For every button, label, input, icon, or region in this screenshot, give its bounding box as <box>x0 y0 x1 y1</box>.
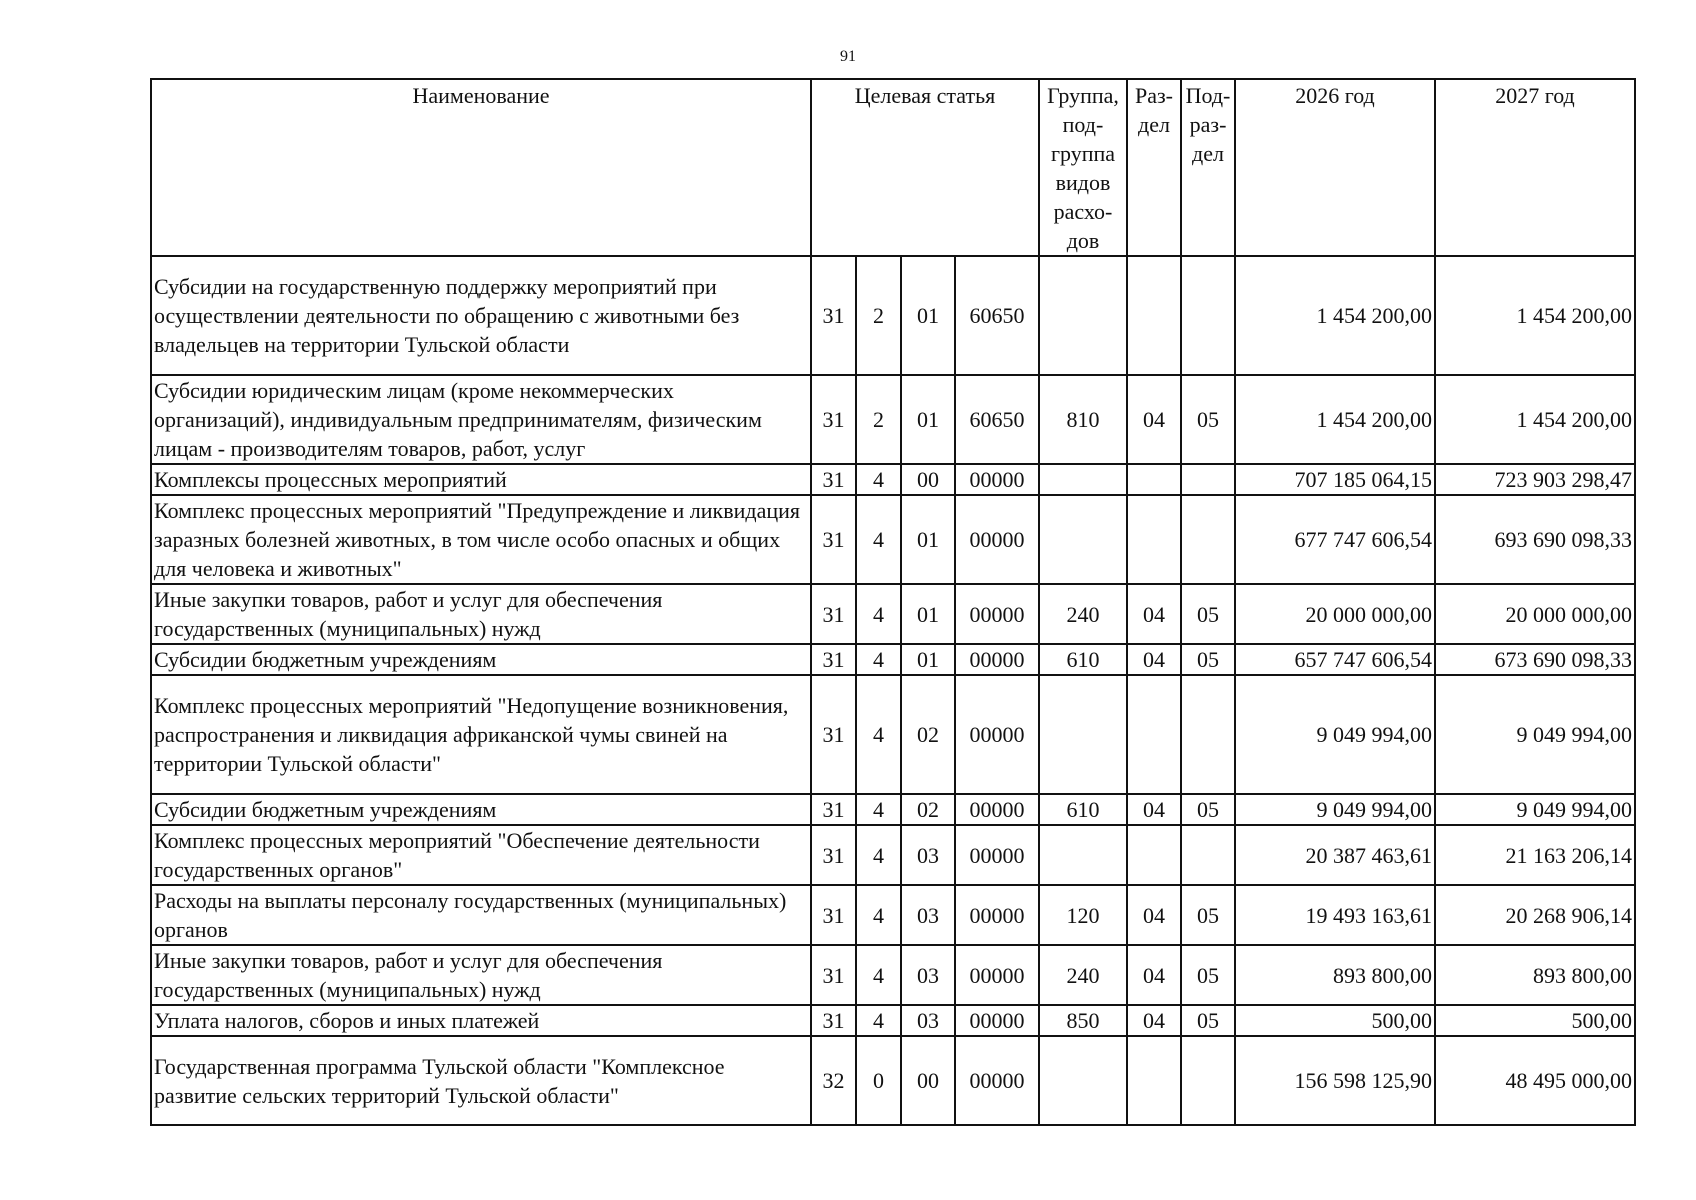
table-row <box>151 885 1635 945</box>
row-code-2: 2 <box>856 256 901 375</box>
row-amount-2026: 19 493 163,61 <box>1235 885 1435 945</box>
row-code-2: 4 <box>856 644 901 675</box>
row-amount-2026: 156 598 125,90 <box>1235 1036 1435 1125</box>
row-code-1: 31 <box>811 885 856 945</box>
row-amount-2026: 9 049 994,00 <box>1235 675 1435 794</box>
row-section: 04 <box>1127 885 1181 945</box>
header-subsection: Под-раз-дел <box>1181 79 1235 256</box>
row-amount-2026: 893 800,00 <box>1235 945 1435 1005</box>
row-code-4: 00000 <box>955 1005 1039 1036</box>
row-code-3: 00 <box>901 1036 955 1125</box>
row-name: Субсидии бюджетным учреждениям <box>151 794 811 825</box>
row-amount-2026: 677 747 606,54 <box>1235 495 1435 584</box>
row-subsection <box>1181 675 1235 794</box>
row-code-3: 01 <box>901 256 955 375</box>
row-code-4: 00000 <box>955 464 1039 495</box>
row-expense-group: 850 <box>1039 1005 1127 1036</box>
row-code-2: 2 <box>856 375 901 464</box>
row-name: Уплата налогов, сборов и иных платежей <box>151 1005 811 1036</box>
row-subsection: 05 <box>1181 584 1235 644</box>
row-code-4: 00000 <box>955 794 1039 825</box>
row-subsection <box>1181 495 1235 584</box>
row-expense-group: 120 <box>1039 885 1127 945</box>
budget-table <box>150 78 1636 1126</box>
row-code-4: 00000 <box>955 1036 1039 1125</box>
row-expense-group: 240 <box>1039 945 1127 1005</box>
row-amount-2027: 9 049 994,00 <box>1435 794 1635 825</box>
row-code-1: 31 <box>811 375 856 464</box>
row-code-2: 4 <box>856 464 901 495</box>
row-code-4: 00000 <box>955 675 1039 794</box>
row-expense-group <box>1039 825 1127 885</box>
row-amount-2026: 500,00 <box>1235 1005 1435 1036</box>
row-name: Иные закупки товаров, работ и услуг для обеспечения государственных (муниципальных) нужд <box>151 945 811 1005</box>
row-amount-2027: 673 690 098,33 <box>1435 644 1635 675</box>
row-expense-group <box>1039 675 1127 794</box>
table-row <box>151 1005 1635 1036</box>
row-code-2: 4 <box>856 495 901 584</box>
row-section: 04 <box>1127 584 1181 644</box>
row-code-2: 4 <box>856 945 901 1005</box>
row-code-3: 03 <box>901 885 955 945</box>
row-section: 04 <box>1127 375 1181 464</box>
row-amount-2027: 21 163 206,14 <box>1435 825 1635 885</box>
row-code-1: 31 <box>811 464 856 495</box>
row-code-1: 31 <box>811 256 856 375</box>
row-name: Комплексы процессных мероприятий <box>151 464 811 495</box>
row-code-3: 03 <box>901 825 955 885</box>
row-subsection: 05 <box>1181 794 1235 825</box>
row-amount-2026: 657 747 606,54 <box>1235 644 1435 675</box>
row-amount-2027: 1 454 200,00 <box>1435 375 1635 464</box>
row-amount-2026: 1 454 200,00 <box>1235 256 1435 375</box>
header-expense-group: Группа, под-группа видов расхо-дов <box>1039 79 1127 256</box>
row-code-1: 32 <box>811 1036 856 1125</box>
row-code-3: 03 <box>901 1005 955 1036</box>
row-section: 04 <box>1127 794 1181 825</box>
row-amount-2027: 48 495 000,00 <box>1435 1036 1635 1125</box>
row-name: Государственная программа Тульской области "Комплексное развитие сельских территорий Тульской области" <box>151 1036 811 1125</box>
row-code-2: 0 <box>856 1036 901 1125</box>
row-amount-2026: 9 049 994,00 <box>1235 794 1435 825</box>
row-section <box>1127 464 1181 495</box>
row-subsection: 05 <box>1181 375 1235 464</box>
row-subsection: 05 <box>1181 885 1235 945</box>
row-code-2: 4 <box>856 675 901 794</box>
table-row <box>151 584 1635 644</box>
row-amount-2027: 500,00 <box>1435 1005 1635 1036</box>
row-code-3: 02 <box>901 675 955 794</box>
row-code-4: 60650 <box>955 256 1039 375</box>
row-subsection <box>1181 464 1235 495</box>
row-name: Субсидии юридическим лицам (кроме некоммерческих организаций), индивидуальным предпринимателям, физическим лицам - производителям товаров, работ, услуг <box>151 375 811 464</box>
row-code-2: 4 <box>856 885 901 945</box>
row-amount-2026: 1 454 200,00 <box>1235 375 1435 464</box>
row-expense-group <box>1039 1036 1127 1125</box>
row-section <box>1127 825 1181 885</box>
row-code-1: 31 <box>811 495 856 584</box>
row-expense-group: 610 <box>1039 794 1127 825</box>
row-section <box>1127 1036 1181 1125</box>
row-name: Расходы на выплаты персоналу государственных (муниципальных) органов <box>151 885 811 945</box>
header-row <box>151 79 1635 256</box>
row-code-1: 31 <box>811 644 856 675</box>
row-subsection: 05 <box>1181 644 1235 675</box>
row-amount-2027: 723 903 298,47 <box>1435 464 1635 495</box>
header-section: Раз-дел <box>1127 79 1181 256</box>
row-code-3: 01 <box>901 644 955 675</box>
row-code-1: 31 <box>811 794 856 825</box>
row-expense-group: 810 <box>1039 375 1127 464</box>
table-row <box>151 375 1635 464</box>
row-section <box>1127 495 1181 584</box>
row-amount-2027: 1 454 200,00 <box>1435 256 1635 375</box>
row-name: Субсидии бюджетным учреждениям <box>151 644 811 675</box>
row-amount-2026: 20 000 000,00 <box>1235 584 1435 644</box>
row-code-4: 00000 <box>955 825 1039 885</box>
row-expense-group <box>1039 464 1127 495</box>
row-code-3: 01 <box>901 584 955 644</box>
row-subsection <box>1181 825 1235 885</box>
row-amount-2026: 20 387 463,61 <box>1235 825 1435 885</box>
row-amount-2026: 707 185 064,15 <box>1235 464 1435 495</box>
row-name: Иные закупки товаров, работ и услуг для обеспечения государственных (муниципальных) нужд <box>151 584 811 644</box>
table-row <box>151 464 1635 495</box>
row-subsection <box>1181 256 1235 375</box>
table-row <box>151 644 1635 675</box>
table-row <box>151 675 1635 794</box>
row-amount-2027: 20 000 000,00 <box>1435 584 1635 644</box>
row-code-2: 4 <box>856 794 901 825</box>
row-subsection <box>1181 1036 1235 1125</box>
row-code-4: 00000 <box>955 885 1039 945</box>
row-code-3: 02 <box>901 794 955 825</box>
row-code-3: 01 <box>901 375 955 464</box>
row-code-1: 31 <box>811 945 856 1005</box>
table-row <box>151 825 1635 885</box>
row-code-2: 4 <box>856 584 901 644</box>
row-code-4: 60650 <box>955 375 1039 464</box>
row-section <box>1127 256 1181 375</box>
header-target-article: Целевая статья <box>811 79 1039 256</box>
header-year-2027: 2027 год <box>1435 79 1635 256</box>
table-row <box>151 495 1635 584</box>
row-amount-2027: 9 049 994,00 <box>1435 675 1635 794</box>
row-expense-group: 610 <box>1039 644 1127 675</box>
row-code-4: 00000 <box>955 584 1039 644</box>
header-name: Наименование <box>151 79 811 256</box>
row-code-2: 4 <box>856 825 901 885</box>
row-expense-group: 240 <box>1039 584 1127 644</box>
row-section: 04 <box>1127 1005 1181 1036</box>
row-section: 04 <box>1127 945 1181 1005</box>
row-code-3: 00 <box>901 464 955 495</box>
table-row <box>151 794 1635 825</box>
row-subsection: 05 <box>1181 1005 1235 1036</box>
row-code-3: 01 <box>901 495 955 584</box>
row-name: Комплекс процессных мероприятий "Обеспечение деятельности государственных органов" <box>151 825 811 885</box>
row-code-4: 00000 <box>955 644 1039 675</box>
row-code-1: 31 <box>811 675 856 794</box>
row-name: Комплекс процессных мероприятий "Предупреждение и ликвидация заразных болезней животных, в том числе особо опасных и общих для человека и животных" <box>151 495 811 584</box>
table-row <box>151 256 1635 375</box>
row-section <box>1127 675 1181 794</box>
row-amount-2027: 20 268 906,14 <box>1435 885 1635 945</box>
row-code-1: 31 <box>811 584 856 644</box>
row-code-4: 00000 <box>955 945 1039 1005</box>
row-expense-group <box>1039 495 1127 584</box>
row-section: 04 <box>1127 644 1181 675</box>
row-amount-2027: 693 690 098,33 <box>1435 495 1635 584</box>
page-number: 91 <box>840 48 856 65</box>
table-row <box>151 945 1635 1005</box>
table-row <box>151 1036 1635 1125</box>
row-name: Комплекс процессных мероприятий "Недопущение возникновения, распространения и ликвидация африканской чумы свиней на территории Тульской области" <box>151 675 811 794</box>
row-code-1: 31 <box>811 825 856 885</box>
row-code-1: 31 <box>811 1005 856 1036</box>
row-subsection: 05 <box>1181 945 1235 1005</box>
row-amount-2027: 893 800,00 <box>1435 945 1635 1005</box>
row-expense-group <box>1039 256 1127 375</box>
row-code-3: 03 <box>901 945 955 1005</box>
row-name: Субсидии на государственную поддержку мероприятий при осуществлении деятельности по обращению с животными без владельцев на территории Тульской области <box>151 256 811 375</box>
row-code-4: 00000 <box>955 495 1039 584</box>
header-year-2026: 2026 год <box>1235 79 1435 256</box>
row-code-2: 4 <box>856 1005 901 1036</box>
